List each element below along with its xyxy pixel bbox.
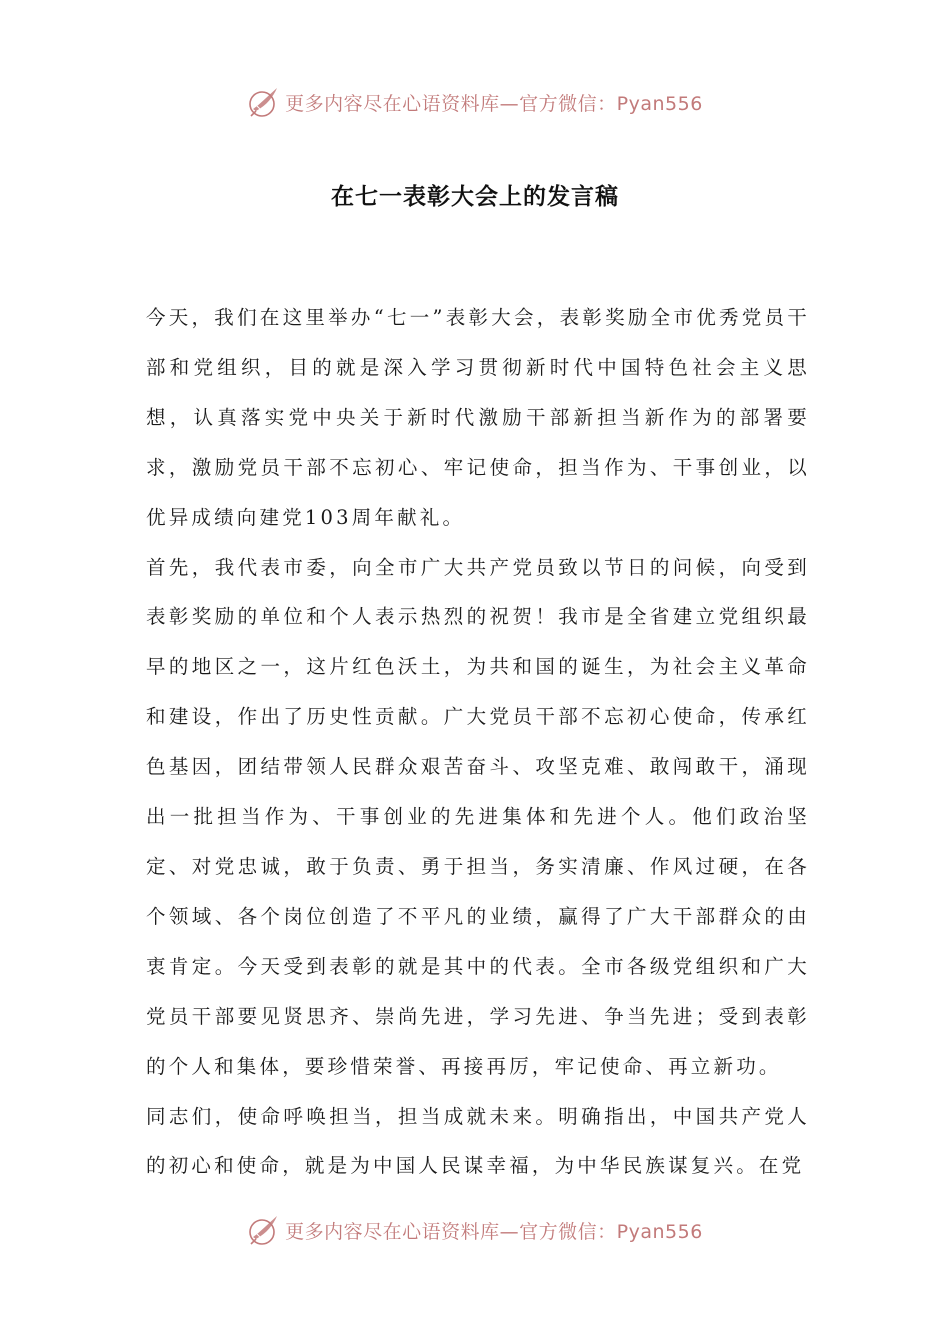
page-title: 在七一表彰大会上的发言稿 [331, 184, 619, 210]
paragraph: 首先，我代表市委，向全市广大共产党员致以节日的问候，向受到表彰奖励的单位和个人表示热烈的祝贺！我市是全省建立党组织最早的地区之一，这片红色沃土，为共和国的诞生，为社会主义革命和建设，作出了历史性贡献。广大党员干部不忘初心使命，传承红色基因，团结带领人民群众艰苦奋斗、攻坚克难、敢闯敢干，涌现出一批担当作为、干事创业的先进集体和先进个人。他们政治坚定、对党忠诚，敢于负责、勇于担当，务实清廉、作风过硬，在各个领域、各个岗位创造了不平凡的业绩，赢得了广大干部群众的由衷肯定。今天受到表彰的就是其中的代表。全市各级党组织和广大党员干部要见贤思齐、崇尚先进，学习先进、争当先进；受到表彰的个人和集体，要珍惜荣誉、再接再厉，牢记使命、再立新功。 [146, 555, 810, 1078]
footer-watermark-banner [0, 1210, 950, 1250]
document-body [146, 293, 810, 1191]
paragraph: 同志们，使命呼唤担当，担当成就未来。明确指出，中国共产党人的初心和使命，就是为中国人民谋幸福，为中华民族谋复兴。在党 [146, 1104, 810, 1178]
header-watermark-banner [0, 82, 950, 122]
watermark-text: 更多内容尽在心语资料库—官方微信：Pyan556 [285, 1220, 703, 1243]
watermark-text: 更多内容尽在心语资料库—官方微信：Pyan556 [285, 92, 703, 115]
quill-pen-logo-icon [247, 85, 281, 119]
quill-pen-logo-icon [247, 1213, 281, 1247]
paragraph: 今天，我们在这里举办“七一”表彰大会，表彰奖励全市优秀党员干部和党组织，目的就是深入学习贯彻新时代中国特色社会主义思想，认真落实党中央关于新时代激励干部新担当新作为的部署要求，激励党员干部不忘初心、牢记使命，担当作为、干事创业，以优异成绩向建党103周年献礼。 [146, 306, 810, 529]
